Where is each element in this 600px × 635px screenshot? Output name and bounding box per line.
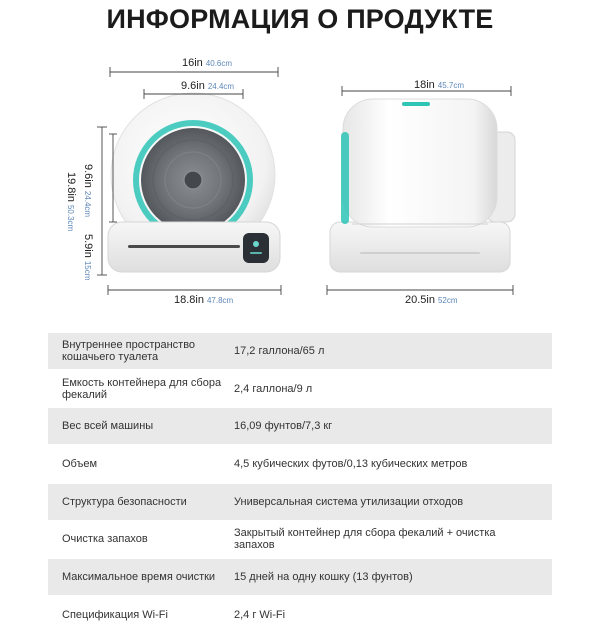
dim-side-width-label: 18in 45.7cm (414, 79, 465, 91)
spec-value: 2,4 г Wi-Fi (234, 608, 286, 621)
front-drawer-slot (128, 245, 240, 248)
spec-label: Внутреннее пространство кошачьего туалета (62, 339, 196, 363)
side-base-groove (360, 252, 480, 254)
power-button-icon (253, 241, 259, 247)
side-top-light-icon (402, 102, 430, 106)
front-view (108, 93, 280, 272)
spec-value: Универсальная система утилизации отходов (234, 495, 464, 508)
side-view (330, 99, 515, 272)
product-figure (0, 44, 600, 306)
spec-value: 4,5 кубических футов/0,13 кубических метров (234, 458, 468, 471)
spec-label: Структура безопасности (62, 495, 187, 508)
front-control-panel (243, 233, 269, 263)
spec-label: Максимальное время очистки (62, 571, 216, 584)
spec-row-wifi (48, 597, 552, 633)
side-drum (343, 99, 497, 227)
spec-value: Закрытый контейнер для сбора фекалий + очистка запахов (234, 527, 496, 552)
spec-value: 17,2 галлона/65 л (234, 345, 325, 357)
spec-row-safety-structure (48, 484, 552, 520)
spec-value: 16,09 фунтов/7,3 кг (234, 420, 333, 433)
dim-drum-height-label: 9.6in24.4cm (82, 164, 94, 218)
side-base (330, 222, 510, 272)
dim-drum-width-label: 9.6in 24.4cm (181, 80, 235, 92)
page-title: ИНФОРМАЦИЯ О ПРОДУКТЕ (106, 4, 494, 34)
front-window-hub (184, 171, 202, 189)
spec-row-volume (48, 446, 552, 482)
spec-label: Вес всей машины (62, 420, 154, 433)
spec-label: Очистка запахов (62, 533, 148, 546)
spec-label: Объем (62, 458, 98, 471)
spec-value: 2,4 галлона/9 л (234, 382, 313, 395)
spec-row-interior-space (48, 333, 552, 369)
spec-label: Спецификация Wi-Fi (62, 608, 168, 621)
dim-base-width-label: 18.8in 47.8cm (174, 294, 234, 306)
side-front-glow-ring (341, 132, 349, 224)
spec-row-waste-bin-capacity (48, 371, 552, 407)
dim-front-width-label: 16in 40.6cm (182, 57, 233, 69)
spec-value: 15 дней на одну кошку (13 фунтов) (234, 571, 413, 584)
spec-table (48, 333, 552, 635)
spec-row-max-cleaning-time (48, 559, 552, 595)
spec-row-odor-cleaning (48, 521, 552, 557)
dim-total-height-label: 19.8in50.3cm (65, 172, 77, 232)
status-light-icon (250, 252, 262, 254)
spec-label: Емкость контейнера для сбора фекалий (62, 376, 222, 401)
spec-row-weight (48, 408, 552, 444)
dim-base-height-label: 5.9in15cm (82, 234, 94, 281)
dim-side-depth-label: 20.5in 52cm (405, 294, 458, 306)
